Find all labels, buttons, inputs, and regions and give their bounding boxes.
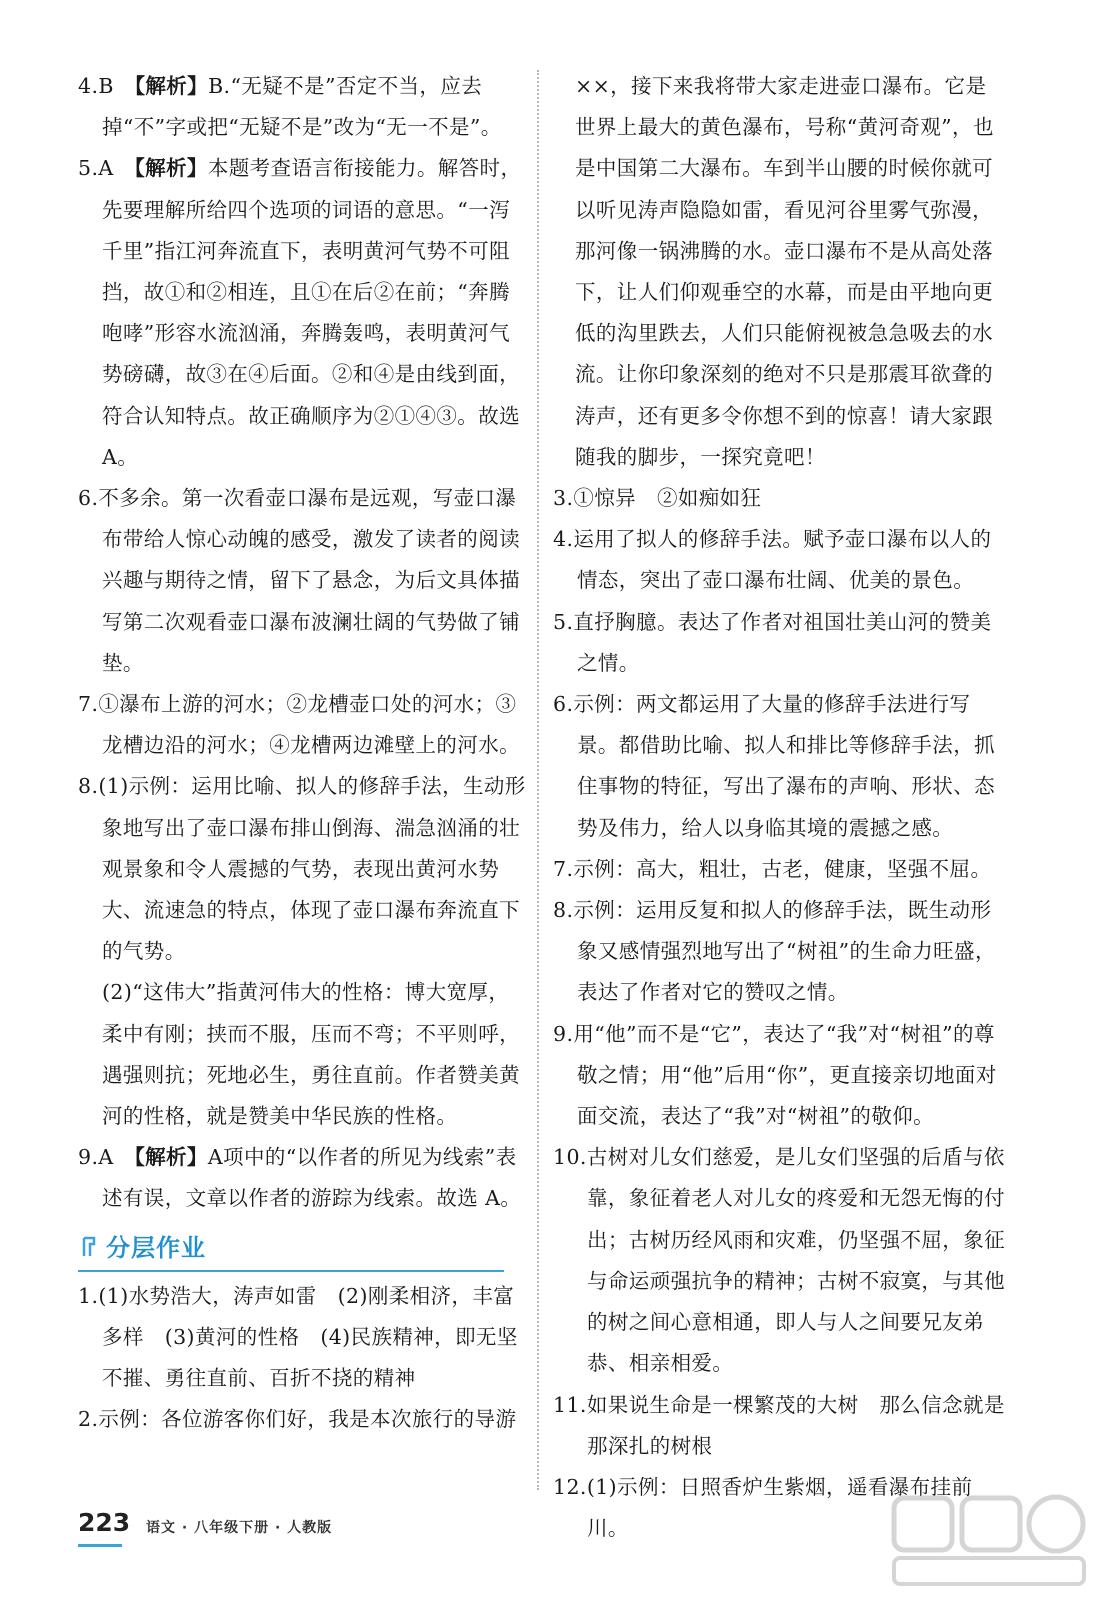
answer-item-6: 6.不多余。第一次看壶口瀑布是远观，写壶口瀑布带给人惊心动魄的感受，激发了读者的阅读兴趣与期待之情，留下了悬念，为后文具体描写第二次观看壶口瀑布波澜壮阔的气势做了铺垫。	[78, 486, 520, 675]
watermark-logo-icon	[884, 1490, 1094, 1590]
homework-item-2: 2.示例：各位游客你们好，我是本次旅行的导游	[78, 1407, 517, 1432]
section-header	[78, 1226, 504, 1272]
answer-item-9: 9.A 【解析】A项中的“以作者的所见为线索”表述有误，文章以作者的游踪为线索。故选 A。	[78, 1145, 522, 1211]
homework-item-9: 9.用“他”而不是“它”，表达了“我”对“树祖”的尊敬之情；用“他”后用“你”，更直接亲切地面对面交流，表达了“我”对“树祖”的敬仰。	[553, 1021, 997, 1129]
homework-item-5: 5.直抒胸臆。表达了作者对祖国壮美山河的赞美之情。	[553, 609, 992, 675]
homework-item-4: 4.运用了拟人的修辞手法。赋予壶口瀑布以人的情态，突出了壶口瀑布壮阔、优美的景色。	[553, 527, 992, 593]
left-column	[78, 66, 526, 1441]
page-number: 223	[78, 1508, 131, 1537]
answer-item-8: 8.(1)示例：运用比喻、拟人的修辞手法，生动形象地写出了壶口瀑布排山倒海、湍急汹涌的壮观景象和令人震撼的气势，表现出黄河水势大、流速急的特点，体现了壶口瀑布奔流直下的气势。	[78, 774, 526, 964]
answer-item-5: 5.A 【解析】本题考查语言衔接能力。解答时，先要理解所给四个选项的词语的意思。“一泻千里”指江河奔流直下，表明黄河气势不可阻挡，故①和②相连，且①在后②在前；“奔腾咆哮”形容水流汹涌，奔腾轰鸣，表明黄河气势磅礴，故③在④后面。②和④是由线到面，符合认知特点。故正确顺序为②①④③。故选 A。	[78, 156, 522, 469]
homework-item-11: 11.如果说生命是一棵繁茂的大树 那么信念就是那深扎的树根	[553, 1392, 1005, 1458]
answer-item-7: 7.①瀑布上游的河水；②龙槽壶口处的河水；③龙槽边沿的河水；④龙槽两边滩壁上的河水。	[78, 692, 520, 758]
section-bookmark-icon	[82, 1236, 98, 1258]
homework-item-7: 7.示例：高大，粗壮，古老，健康，坚强不屈。	[553, 856, 992, 881]
homework-item-1: 1.(1)水势浩大，涛声如雷 (2)刚柔相济，丰富多样 (3)黄河的性格 (4)民族精神，即无坚不摧、勇往直前、百折不挠的精神	[78, 1283, 518, 1391]
answer-item-4: 4.B 【解析】B.“无疑不是”否定不当，应去掉“不”字或把“无疑不是”改为“无一不是”。	[78, 74, 502, 140]
homework-item-8: 8.示例：运用反复和拟人的修辞手法，既生动形象又感情强烈地写出了“树祖”的生命力旺盛，表达了作者对它的赞叹之情。	[553, 898, 996, 1005]
homework-item-12: 12.(1)示例：日照香炉生紫烟，遥看瀑布挂前川。	[553, 1474, 973, 1541]
section-title: 分层作业	[106, 1233, 206, 1262]
book-info: 语文 · 八年级下册 · 人教版	[146, 1520, 333, 1536]
homework-item-6: 6.示例：两文都运用了大量的修辞手法进行写景。都借助比喻、拟人和排比等修辞手法，抓住事物的特征，写出了瀑布的声响、形状、态势及伟力，给人以身临其境的震撼之感。	[553, 692, 995, 840]
homework-item-2-continued: ××，接下来我将带大家走进壶口瀑布。它是世界上最大的黄色瀑布，号称“黄河奇观”，也是中国第二大瀑布。车到半山腰的时候你就可以听见涛声隐隐如雷，看见河谷里雾气弥漫，那河像一锅沸腾的水。壶口瀑布不是从高处落下，让人们仰观垂空的水幕，而是由平地向更低的沟里跌去，人们只能俯视被急急吸去的水流。让你印象深刻的绝对不只是那震耳欲聋的涛声，还有更多令你想不到的惊喜！请大家跟随我的脚步，一探究竟吧！	[575, 74, 994, 469]
answer-item-8-part-2: (2)“这伟大”指黄河伟大的性格：博大宽厚，柔中有刚；挟而不服，压而不弯；不平则呼，遇强则抗；死地必生，勇往直前。作者赞美黄河的性格，就是赞美中华民族的性格。	[102, 980, 520, 1129]
column-divider	[537, 70, 539, 1490]
homework-item-3: 3.①惊异 ②如痴如狂	[553, 486, 762, 511]
homework-item-10: 10.古树对儿女们慈爱，是儿女们坚强的后盾与依靠，象征着老人对儿女的疼爱和无怨无悔的付出；古树历经风雨和灾难，仍坚强不屈，象征与命运顽强抗争的精神；古树不寂寞，与其他的树之间心意相通，即人与人之间要兄友弟恭、相亲相爱。	[553, 1145, 1005, 1376]
page-number-underline	[78, 1544, 122, 1547]
right-column	[553, 66, 1005, 1549]
